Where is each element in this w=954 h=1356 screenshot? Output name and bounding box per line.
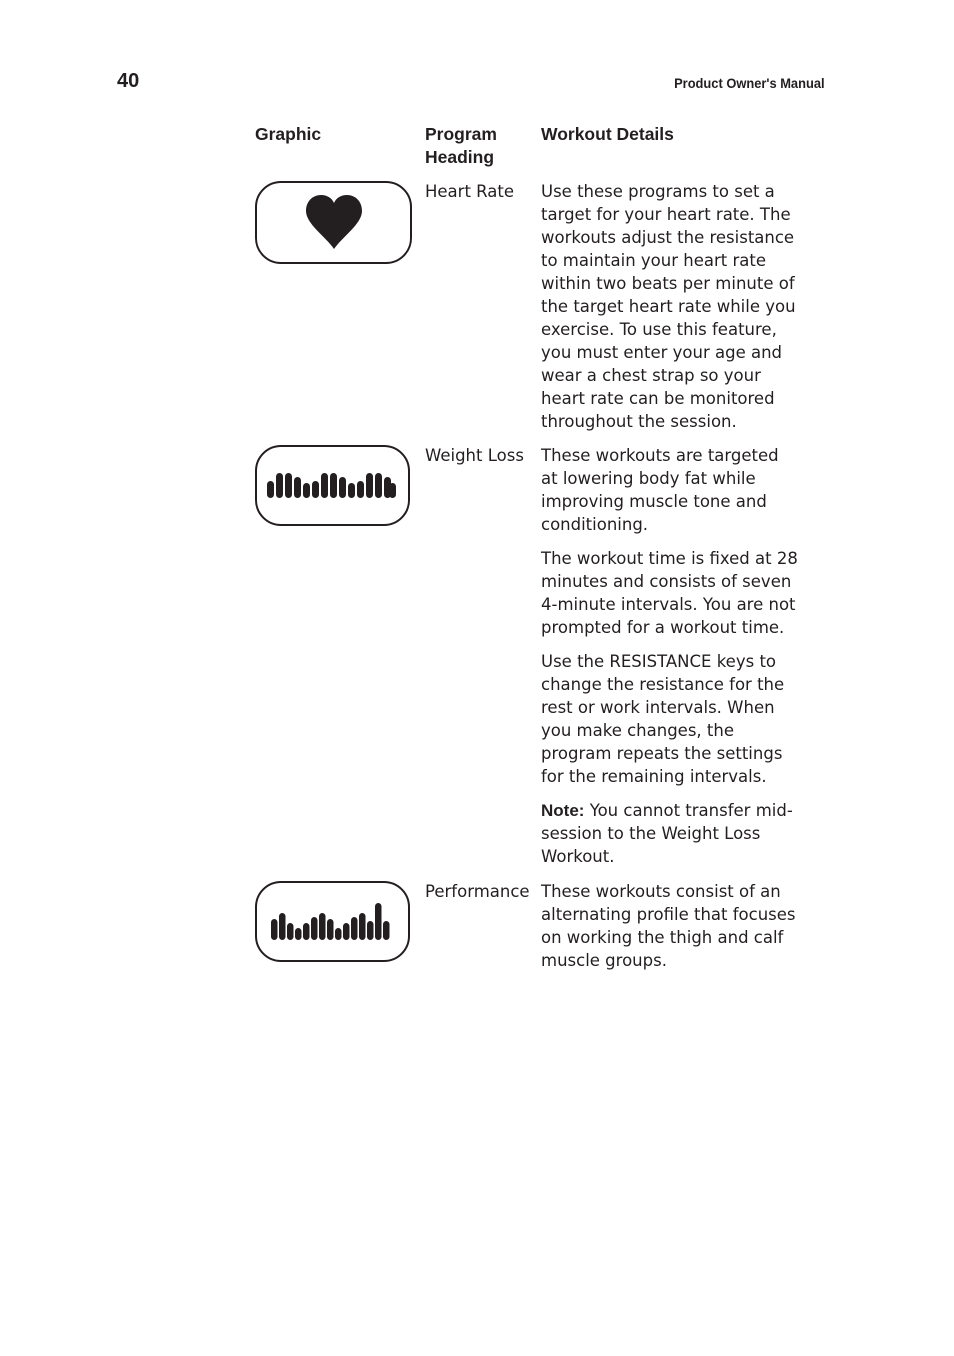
details-paragraph: The workout time is fixed at 28 minutes and consists of seven 4-minute intervals. You are not prompted for a workout time.	[541, 549, 798, 637]
program-heading: Weight Loss	[425, 446, 524, 465]
note-paragraph	[541, 799, 799, 868]
performance-graphic	[255, 881, 411, 963]
note-text: You cannot transfer mid-session to the Weight Loss Workout.	[541, 801, 793, 866]
column-header-program-heading: Program Heading	[425, 124, 497, 167]
performance-profile-icon	[255, 881, 411, 963]
program-heading: Performance	[425, 882, 530, 901]
workout-details	[541, 880, 799, 983]
details-paragraph: These workouts are targeted at lowering body fat while improving muscle tone and conditioning.	[541, 446, 779, 534]
column-header-workout-details: Workout Details	[541, 124, 674, 144]
workout-details	[541, 444, 799, 879]
page-number: 40	[117, 70, 140, 92]
note-label: Note:	[541, 801, 585, 820]
running-header: Product Owner's Manual	[674, 75, 825, 91]
heart-icon	[255, 181, 413, 265]
weight-loss-graphic	[255, 445, 411, 527]
weight-loss-profile-icon	[255, 445, 411, 527]
program-heading: Heart Rate	[425, 182, 515, 201]
heart-rate-graphic	[255, 181, 413, 265]
column-header-graphic: Graphic	[255, 124, 322, 144]
details-paragraph: Use these programs to set a target for your heart rate. The workouts adjust the resistance to maintain your heart rate within two beats per minute of the target heart rate while you exercise. To use this feature, you must enter your age and wear a chest strap so your heart rate can be monitored throughout the session.	[541, 182, 796, 431]
details-paragraph: Use the RESISTANCE keys to change the resistance for the rest or work intervals. When you make changes, the program repeats the settings for the remaining intervals.	[541, 652, 785, 786]
details-paragraph: These workouts consist of an alternating profile that focuses on working the thigh and calf muscle groups.	[541, 882, 796, 970]
workout-details	[541, 180, 799, 444]
